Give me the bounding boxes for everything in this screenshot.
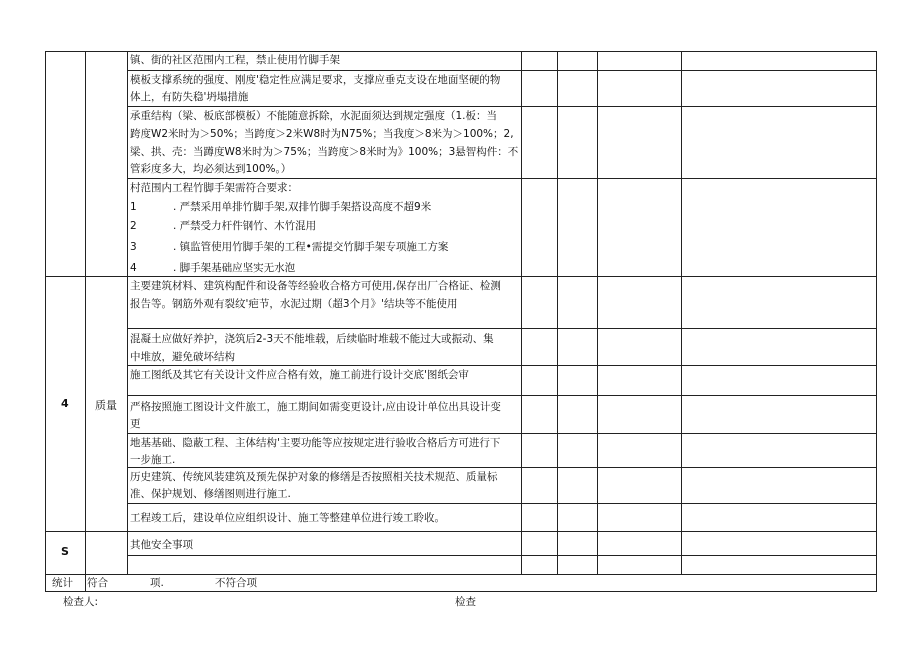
grid-line <box>45 51 46 591</box>
grid-line <box>876 51 877 591</box>
grid-line <box>45 591 877 592</box>
row-text: 管彩度多大，均必须达到100%。） <box>130 163 292 175</box>
row-text: 体上，有防失稳'坍塌措施 <box>130 91 249 103</box>
grid-line <box>681 51 682 574</box>
stat-conform: 符合 <box>87 577 108 589</box>
grid-line <box>597 51 598 574</box>
row-text: 村范围内工程竹脚手架需符合要求： <box>130 182 298 194</box>
stat-nonconform: 不符合项 <box>215 577 257 589</box>
row-text: 严格按照施工图设计文件旅工，施工期间如需变更设计,应由设计单位出具设计变 <box>130 401 501 413</box>
row-text: 承重结构（梁、板底部模板）不能随意拆除，水泥面须达到规定强度（1.板：当 <box>130 110 498 122</box>
inspect-label: 检查 <box>455 596 476 608</box>
row-text: 模板支撑系统的强度、刚度'稳定性应满足要求，支撑应垂克支设在地面坚硬的物 <box>130 74 501 86</box>
row-text: 混凝土应做好养护，浇筑后2-3天不能堆载，后续临时堆载不能过大或振动、集 <box>130 333 494 345</box>
list-text: . 脚手架基础应坚实无水泡 <box>173 262 296 274</box>
list-text: . 镇监管使用竹脚手架的工程•需提交竹脚手架专项施工方案 <box>173 241 449 253</box>
row-text: 中堆放，避免破坏结构 <box>130 351 235 363</box>
grid-line <box>127 555 877 556</box>
list-text: . 严禁受力杆件钢竹、木竹混用 <box>173 220 317 232</box>
list-index: 3 <box>130 241 137 253</box>
row-text: 更 <box>130 418 141 430</box>
row-text: 跨度W2米时为＞50%；当跨度＞2米W8时为N75%；当我度＞8米为＞100%；2, <box>130 128 514 140</box>
row-text: 准、保护规划、修缮图则进行施工. <box>130 488 291 500</box>
list-index: 1 <box>130 201 137 213</box>
grid-line <box>521 51 522 574</box>
row-text: 梁、拱、壳：当蹲度W8米时为＞75%；当跨度＞8米时为》100%；3悬智构件：不 <box>130 146 519 158</box>
grid-line <box>45 531 877 532</box>
grid-line <box>127 328 877 329</box>
list-index: 2 <box>130 220 137 232</box>
grid-line <box>127 395 877 396</box>
row-text: 镇、街的社区范围内工程，禁止使用竹脚手架 <box>130 54 340 66</box>
row-text: 工程竣工后，建设单位应组织设计、施工等整建单位进行竣工聆收。 <box>130 512 445 524</box>
grid-line <box>85 51 86 591</box>
row-text: 一步施工. <box>130 454 176 466</box>
stat-label: 统计 <box>52 577 73 589</box>
list-text: . 严禁采用单排竹脚手架,双排竹脚手架搭设高度不超9米 <box>173 201 432 213</box>
grid-line <box>127 51 128 574</box>
section-number: 4 <box>61 397 69 410</box>
stat-item: 项. <box>150 577 164 589</box>
row-text: 其他安全事项 <box>130 539 193 551</box>
row-text: 报告等。钢筋外观有裂纹'疤节，水泥过期（超3个月》'结块等不能使用 <box>130 298 458 310</box>
list-index: 4 <box>130 262 137 274</box>
row-text: 历史建筑、传统风装建筑及预先保护对象的修缮是否按照相关技术规范、质量标 <box>130 471 498 483</box>
row-text: 施工图纸及其它有关设计文件应合格有效，施工前进行设计交底'图纸会审 <box>130 369 469 381</box>
row-text: 地基基础、隐蔽工程、主体结构'主要功能等应按规定进行验收合格后方可进行下 <box>130 437 501 449</box>
grid-line <box>45 574 877 575</box>
inspector-label: 检查人: <box>63 596 99 608</box>
section-number: S <box>61 545 69 558</box>
section-category: 质量 <box>95 399 117 412</box>
grid-line <box>557 51 558 574</box>
row-text: 主要建筑材料、建筑构配件和设备等经验收合格方可使用,保存出厂合格证、检测 <box>130 280 501 292</box>
grid-line <box>127 503 877 504</box>
